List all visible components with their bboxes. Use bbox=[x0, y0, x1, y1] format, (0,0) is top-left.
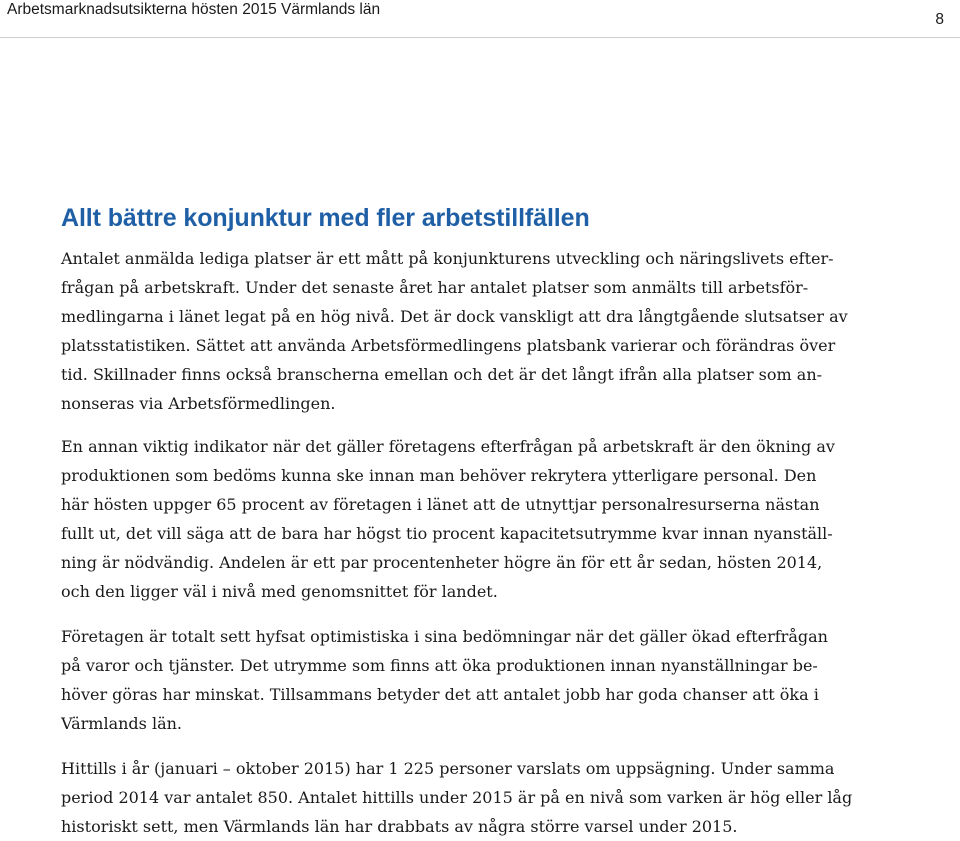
paragraph-line: produktionen som bedöms kunna ske innan man behöver rekrytera ytterligare personal. Den bbox=[61, 466, 817, 485]
paragraph-line: nonseras via Arbetsförmedlingen. bbox=[61, 394, 336, 413]
paragraph-2 bbox=[61, 432, 885, 606]
paragraph-line: tid. Skillnader finns också branscherna emellan och det är det långt ifrån alla platser som an- bbox=[61, 365, 823, 384]
body-text bbox=[61, 244, 885, 841]
paragraph-line: höver göras har minskat. Tillsammans betyder det att antalet jobb har goda chanser att öka i bbox=[61, 685, 819, 704]
paragraph-line: historiskt sett, men Värmlands län har drabbats av några större varsel under 2015. bbox=[61, 817, 738, 836]
running-header: Arbetsmarknadsutsikterna hösten 2015 Värmlands län bbox=[7, 1, 381, 18]
header-divider bbox=[0, 37, 960, 38]
paragraph-line: ning är nödvändig. Andelen är ett par procentenheter högre än för ett år sedan, hösten 2014, bbox=[61, 553, 823, 572]
paragraph-1 bbox=[61, 244, 885, 418]
paragraph-line: Hittills i år (januari – oktober 2015) har 1 225 personer varslats om uppsägning. Under samma bbox=[61, 759, 835, 778]
paragraph-line: En annan viktig indikator när det gäller företagens efterfrågan på arbetskraft är den ökning av bbox=[61, 437, 835, 456]
paragraph-line: här hösten uppger 65 procent av företagen i länet att de utnyttjar personalresurserna nästan bbox=[61, 495, 820, 514]
paragraph-line: och den ligger väl i nivå med genomsnittet för landet. bbox=[61, 582, 498, 601]
section-heading: Allt bättre konjunktur med fler arbetstillfällen bbox=[61, 204, 590, 232]
paragraph-line: frågan på arbetskraft. Under det senaste året har antalet platser som anmälts till arbetsför- bbox=[61, 278, 809, 297]
paragraph-line: Värmlands län. bbox=[61, 714, 182, 733]
paragraph-3 bbox=[61, 622, 885, 738]
paragraph-line: period 2014 var antalet 850. Antalet hittills under 2015 är på en nivå som varken är hög eller låg bbox=[61, 788, 853, 807]
paragraph-line: Företagen är totalt sett hyfsat optimistiska i sina bedömningar när det gäller ökad efterfrågan bbox=[61, 627, 828, 646]
paragraph-line: på varor och tjänster. Det utrymme som finns att öka produktionen innan nyanställningar be- bbox=[61, 656, 818, 675]
page-number: 8 bbox=[935, 11, 944, 28]
paragraph-line: medlingarna i länet legat på en hög nivå. Det är dock vanskligt att dra långtgående slutsatser av bbox=[61, 307, 848, 326]
paragraph-4 bbox=[61, 754, 885, 841]
paragraph-line: fullt ut, det vill säga att de bara har högst tio procent kapacitetsutrymme kvar innan nyanställ- bbox=[61, 524, 833, 543]
paragraph-line: platsstatistiken. Sättet att använda Arbetsförmedlingens platsbank varierar och förändras över bbox=[61, 336, 836, 355]
paragraph-line: Antalet anmälda lediga platser är ett mått på konjunkturens utveckling och näringslivets efter- bbox=[61, 249, 834, 268]
